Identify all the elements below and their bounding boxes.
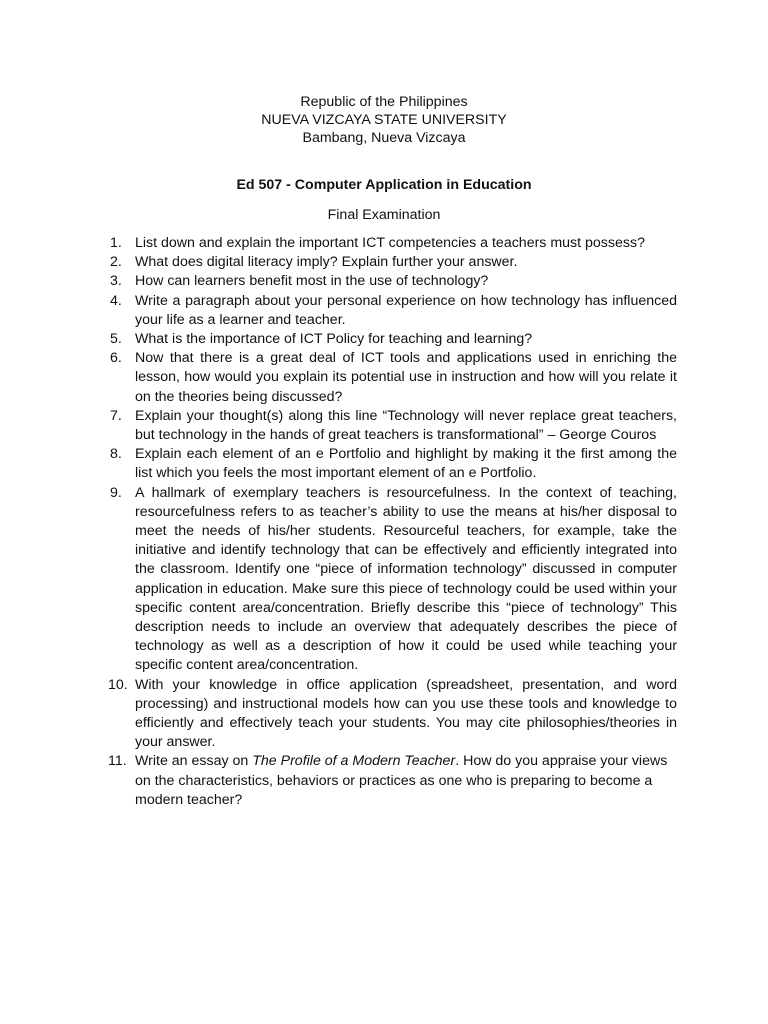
- question-item: [110, 253, 677, 272]
- question-item: [110, 484, 677, 676]
- question-text: How can learners benefit most in the use of technology?: [135, 273, 489, 290]
- question-item: [110, 407, 677, 445]
- header-university: NUEVA VIZCAYA STATE UNIVERSITY: [261, 112, 507, 128]
- header-republic: Republic of the Philippines: [300, 94, 468, 110]
- question-item: [110, 292, 677, 330]
- question-item: [110, 272, 677, 291]
- course-title: Ed 507 - Computer Application in Education: [236, 177, 532, 193]
- question-item: [110, 349, 677, 407]
- question-number: 1.: [110, 235, 122, 251]
- question-text: With your knowledge in office application (spreadsheet, presentation, and word processing) and instructional models how can you use these tools and knowledge to efficiently and effectively teach your students. You may cite philosophies/theories in your answer.: [135, 676, 677, 751]
- question-item: [110, 676, 677, 753]
- question-number: 6.: [110, 350, 122, 367]
- question-text: Now that there is a great deal of ICT tools and applications used in enriching the lesson, how would you explain its potential use in instruction and how will you relate it on the theories being discussed?: [135, 350, 677, 405]
- institution-header: [0, 93, 768, 147]
- question-text: A hallmark of exemplary teachers is resourcefulness. In the context of teaching, resourcefulness refers to as teacher’s ability to use the means at his/her disposal to meet the needs of his/her students. Resourceful teachers, for example, take the initiative and identify technology that can be effectively and efficiently integrated into the classroom. Identify one “piece of information technology” discussed in computer application in education. Make sure this piece of technology could be used within your specific content area/concentration. Briefly describe this “piece of technology” This description needs to include an overview that adequately describes the piece of technology as well as a description of how it could be used while teaching your specific content area/concentration.: [135, 484, 677, 674]
- question-number: 8.: [110, 446, 122, 463]
- question-item: [110, 330, 677, 349]
- question-text: Explain each element of an e Portfolio and highlight by making it the first among the list which you feels the most important element of an e Portfolio.: [135, 446, 677, 482]
- question-number: 3.: [110, 273, 122, 290]
- header-location: Bambang, Nueva Vizcaya: [302, 130, 466, 146]
- question-number: 4.: [110, 292, 122, 309]
- question-text-lead: Write an essay on: [135, 753, 253, 770]
- question-item: [110, 445, 677, 483]
- question-number: 10.: [108, 676, 128, 693]
- exam-title: Final Examination: [327, 207, 441, 223]
- question-number: 9.: [110, 484, 122, 501]
- question-item: [110, 234, 677, 253]
- question-number: 2.: [110, 254, 122, 271]
- question-text: What is the importance of ICT Policy for teaching and learning?: [135, 331, 533, 348]
- question-number: 11.: [108, 753, 127, 770]
- question-text: What does digital literacy imply? Explain further your answer.: [135, 254, 518, 271]
- question-text: List down and explain the important ICT competencies a teachers must possess?: [135, 235, 645, 251]
- question-list: [110, 234, 677, 810]
- essay-title: The Profile of a Modern Teacher: [252, 753, 456, 770]
- question-text: Explain your thought(s) along this line “Technology will never replace great teachers, but technology in the hands of great teachers is transformational” – George Couros: [135, 407, 677, 444]
- question-number: 7.: [110, 407, 122, 424]
- question-number: 5.: [110, 331, 122, 348]
- question-text-rest: . How do you appraise your views on the characteristics, behaviors or practices as one who is preparing to become a modern teacher?: [135, 753, 668, 808]
- question-item: [110, 752, 677, 810]
- question-text: Write a paragraph about your personal experience on how technology has influenced your life as a learner and teacher.: [135, 292, 677, 328]
